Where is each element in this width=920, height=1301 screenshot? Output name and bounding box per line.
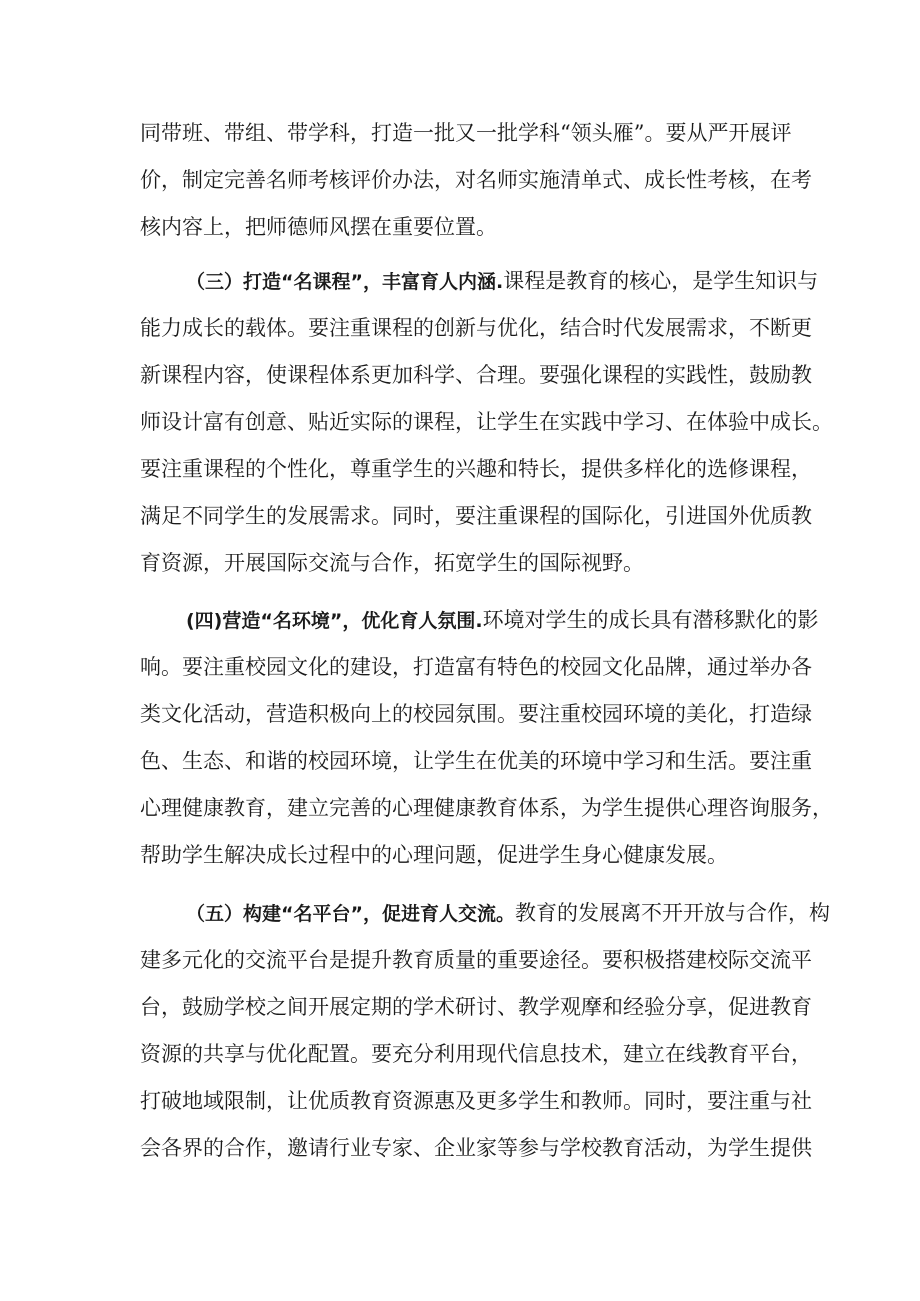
text-line: 新课程内容，使课程体系更加科学、合理。要强化课程的实践性，鼓励教 — [140, 363, 812, 387]
text-line: 色、生态、和谐的校园环境，让学生在优美的环境中学习和生活。要注重 — [140, 749, 812, 773]
text-line: 台，鼓励学校之间开展定期的学术研讨、教学观摩和经验分享，促进教育 — [140, 995, 812, 1019]
text-line: 响。要注重校园文化的建设，打造富有特色的校园文化品牌，通过举办各 — [140, 655, 812, 679]
section-heading: （三）打造“名课程”，丰富育人内涵. — [186, 271, 504, 293]
text-line: 资源的共享与优化配置。要充分利用现代信息技术，建立在线教育平台， — [140, 1042, 812, 1066]
text-line: 同带班、带组、带学科，打造一批又一批学科“领头雁”。要从严开展评 — [140, 121, 792, 145]
text-line: 师设计富有创意、贴近实际的课程，让学生在实践中学习、在体验中成长。 — [140, 410, 833, 434]
text-line: 价，制定完善名师考核评价办法，对名师实施清单式、成长性考核，在考 — [140, 168, 812, 192]
text-run: 教育的发展离不开开放与合作，构 — [514, 901, 830, 925]
text-line: 打破地域限制，让优质教育资源惠及更多学生和教师。同时，要注重与社 — [140, 1089, 812, 1113]
section-heading: (四)营造“名环境”，优化育人氛围. — [186, 610, 483, 632]
text-run: 课程是教育的核心，是学生知识与 — [503, 269, 819, 293]
text-line: 帮助学生解决成长过程中的心理问题，促进学生身心健康发展。 — [140, 843, 728, 867]
text-line: 核内容上，把师德师风摆在重要位置。 — [140, 215, 497, 239]
text-line: 建多元化的交流平台是提升教育质量的重要途径。要积极搭建校际交流平 — [140, 948, 812, 972]
text-line: 心理健康教育，建立完善的心理健康教育体系，为学生提供心理咨询服务， — [140, 796, 833, 820]
text-line: 类文化活动，营造积极向上的校园氛围。要注重校园环境的美化，打造绿 — [140, 702, 812, 726]
paragraph-first-line — [186, 896, 830, 930]
paragraph-first-line — [186, 264, 819, 298]
text-run: 环境对学生的成长具有潜移默化的影 — [482, 608, 819, 632]
text-line: 能力成长的载体。要注重课程的创新与优化，结合时代发展需求，不断更 — [140, 316, 812, 340]
text-line: 要注重课程的个性化，尊重学生的兴趣和特长，提供多样化的选修课程， — [140, 457, 812, 481]
text-line: 育资源，开展国际交流与合作，拓宽学生的国际视野。 — [140, 551, 644, 575]
text-line: 满足不同学生的发展需求。同时，要注重课程的国际化，引进国外优质教 — [140, 504, 812, 528]
text-line: 会各界的合作，邀请行业专家、企业家等参与学校教育活动，为学生提供 — [140, 1136, 812, 1160]
paragraph-first-line — [186, 603, 819, 637]
section-heading: （五）构建“名平台”，促进育人交流。 — [186, 903, 515, 925]
